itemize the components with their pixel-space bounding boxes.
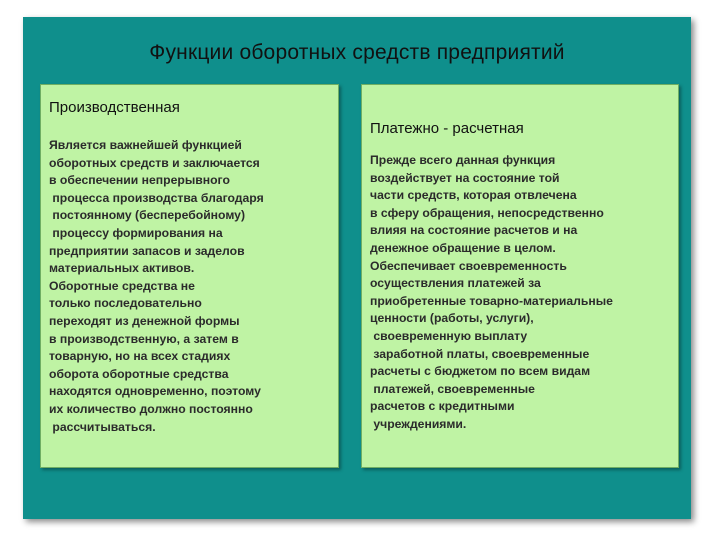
panel-production	[40, 84, 339, 468]
text-line: осуществления платежей за	[370, 276, 541, 291]
text-line: расчетов с кредитными	[370, 399, 515, 414]
slide-title: Функции оборотных средств предприятий	[149, 41, 565, 64]
text-line: Обеспечивает своевременность	[370, 258, 567, 273]
text-line: их количество должно постоянно	[49, 401, 253, 416]
text-line: процессу формирования на	[49, 225, 223, 240]
text-line: предприятии запасов и заделов	[49, 243, 245, 258]
text-line: влияя на состояние расчетов и на	[370, 223, 578, 238]
slide	[23, 17, 691, 519]
text-line: оборота оборотные средства	[49, 366, 229, 381]
text-line: воздействует на состояние той	[370, 170, 560, 185]
panel-payment-body	[370, 152, 613, 434]
text-line: учреждениями.	[370, 416, 467, 431]
text-line: ценности (работы, услуги),	[370, 311, 534, 326]
text-line: только последовательно	[49, 296, 202, 311]
text-line: оборотных средств и заключается	[49, 155, 260, 170]
panel-production-body	[49, 137, 264, 436]
text-line: Оборотные средства не	[49, 278, 195, 293]
text-line: приобретенные товарно-материальные	[370, 293, 613, 308]
text-line: в сферу обращения, непосредственно	[370, 205, 604, 220]
text-line: Является важнейшей функцией	[49, 138, 242, 152]
panel-payment-heading: Платежно - расчетная	[370, 120, 524, 137]
text-line: переходят из денежной формы	[49, 313, 240, 328]
panel-payment	[361, 84, 679, 468]
text-line: в обеспечении непрерывного	[49, 173, 230, 188]
text-line: Прежде всего данная функция	[370, 153, 556, 167]
text-line: постоянному (бесперебойному)	[49, 208, 246, 223]
text-line: расчеты с бюджетом по всем видам	[370, 364, 591, 379]
panel-production-heading: Производственная	[49, 99, 180, 116]
text-line: в производственную, а затем в	[49, 331, 239, 346]
text-line: платежей, своевременные	[370, 381, 535, 396]
text-line: заработной платы, своевременные	[370, 346, 590, 361]
text-line: своевременную выплату	[370, 328, 528, 343]
text-line: находятся одновременно, поэтому	[49, 384, 261, 399]
text-line: товарную, но на всех стадиях	[49, 349, 231, 364]
text-line: рассчитываться.	[49, 419, 156, 434]
text-line: материальных активов.	[49, 261, 195, 276]
text-line: денежное обращение в целом.	[370, 240, 556, 255]
text-line: процесса производства благодаря	[49, 190, 264, 205]
text-line: части средств, которая отвлечена	[370, 188, 577, 203]
